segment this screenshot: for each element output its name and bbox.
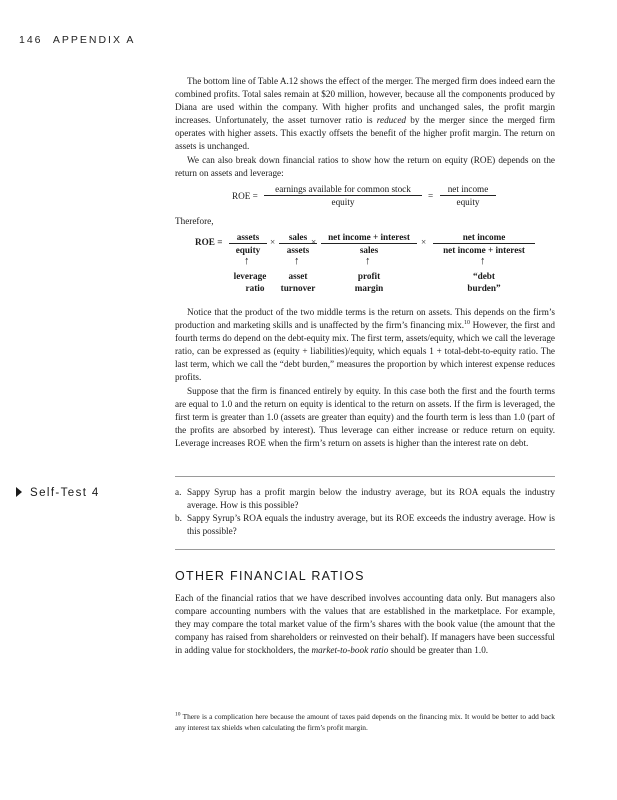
label-debt-burden: “debt burden” [467,271,501,293]
question-item: a. Sappy Syrup has a profit margin below the industry average, but its ROA equals the industry average. How is this possible? [175,487,555,511]
up-arrow-icon: ↑ [244,255,250,267]
body-paragraph-1: Notice that the product of the two middle terms is the return on assets. This depends on the firm’s production and marketing skills and is unaffected by the firm’s financing mix.$^{10}$ However, the first and fourth terms do depend on the debt-equity mix. The first term, assets/equity, which we call the leverage ratio, can be expressed as (equity + liabilities)/equity, which equals 1 + total-debt-to-equity ratio. The last term, which we call the “debt burden,” measures the proportion by which interest expense reduces profits. [175,307,556,383]
term-debt-burden: net income net income + interest [433,232,535,255]
self-test-label: Self-Test 4 [16,487,100,499]
page-header [19,34,141,46]
eq2-lhs: ROE = [195,237,223,247]
running-title: APPENDIX A [52,34,136,46]
section-paragraph: Each of the financial ratios that we have described involves accounting data only. But managers also compare accounting numbers with the values that are established in the marketplace. For example, they may compare the total market value of the firm’s shares with the book value (the amount that the company has raised from shareholders or reinvested on their behalf). If managers have been successful in adding value for stockholders, the market-to-book ratio should be greater than 1.0. [175,593,555,656]
eq1-fraction-2: net income equity [440,184,496,207]
label-asset-turnover: asset turnover [280,271,316,293]
section-text [175,592,555,657]
therefore-text: Therefore, [175,216,214,226]
intro-paragraph-1: The bottom line of Table A.12 shows the effect of the merger. The merged firm does indeed earn the combined profits. Total sales remain at $20 million, however, because all the components produced by Diana are used within the company. With higher profits and unchanged sales, the profit margin increases. Unfortunately, the asset turnover ratio is reduced by the merger since the merged firm operates with higher assets. This exactly offsets the benefit of the higher profit margin. The return on assets is unchanged. [175,76,555,152]
term-profit-margin: net income + interest sales [321,232,417,255]
emphasis-reduced: reduced [376,115,407,126]
self-test-questions [175,486,555,538]
term-leverage: assets equity [229,232,267,255]
up-arrow-icon: ↑ [365,255,371,267]
intro-paragraph-2: We can also break down financial ratios to show how the return on equity (ROE) depends on the return on assets and leverage: [175,154,555,178]
footnote: $^{10}$ There is a complication here because the amount of taxes paid depends on the financing mix. It would be better to add back any interest tax shields when calculating the firm’s profit margin. [175,711,555,732]
page-number: 146 [19,34,43,46]
label-profit-margin: profit margin [354,271,384,293]
question-item: b. Sappy Syrup’s ROA equals the industry average, but its ROE exceeds the industry average. How is this possible? [175,513,555,537]
intro-text [175,75,555,180]
eq1-lhs: ROE = [232,191,258,201]
body-text [175,306,555,450]
footnote-number: 10 [175,711,181,718]
divider-top [175,476,555,477]
emphasis-market-to-book: market-to-book ratio [311,645,389,656]
times-1: × [270,237,276,247]
eq1-fraction-1: earnings available for common stock equity [264,184,422,207]
triangle-right-icon [16,487,22,497]
label-leverage-ratio: leverage ratio [233,271,267,293]
roe-equation [232,184,502,212]
divider-bottom [175,549,555,550]
roe-decomposition [195,232,565,302]
term-asset-turnover: sales assets [279,232,317,255]
up-arrow-icon: ↑ [480,255,486,267]
times-3: × [421,237,427,247]
up-arrow-icon: ↑ [294,255,300,267]
footnote-ref: 10 [464,320,471,327]
times-2: × [311,237,317,247]
body-paragraph-2: Suppose that the firm is financed entirely by equity. In this case both the first and the fourth terms are equal to 1.0 and the return on equity is identical to the return on assets. If the firm is leveraged, the first term is greater than 1.0 (assets are greater than equity) and the fourth term is less than 1.0 (part of the profits are absorbed by interest). Thus leverage can either increase or reduce return on equity. Leverage increases ROE when the firm’s return on assets is higher than the interest rate on debt. [175,385,555,448]
eq1-equals: = [428,191,434,201]
section-heading: OTHER FINANCIAL RATIOS [175,569,365,583]
